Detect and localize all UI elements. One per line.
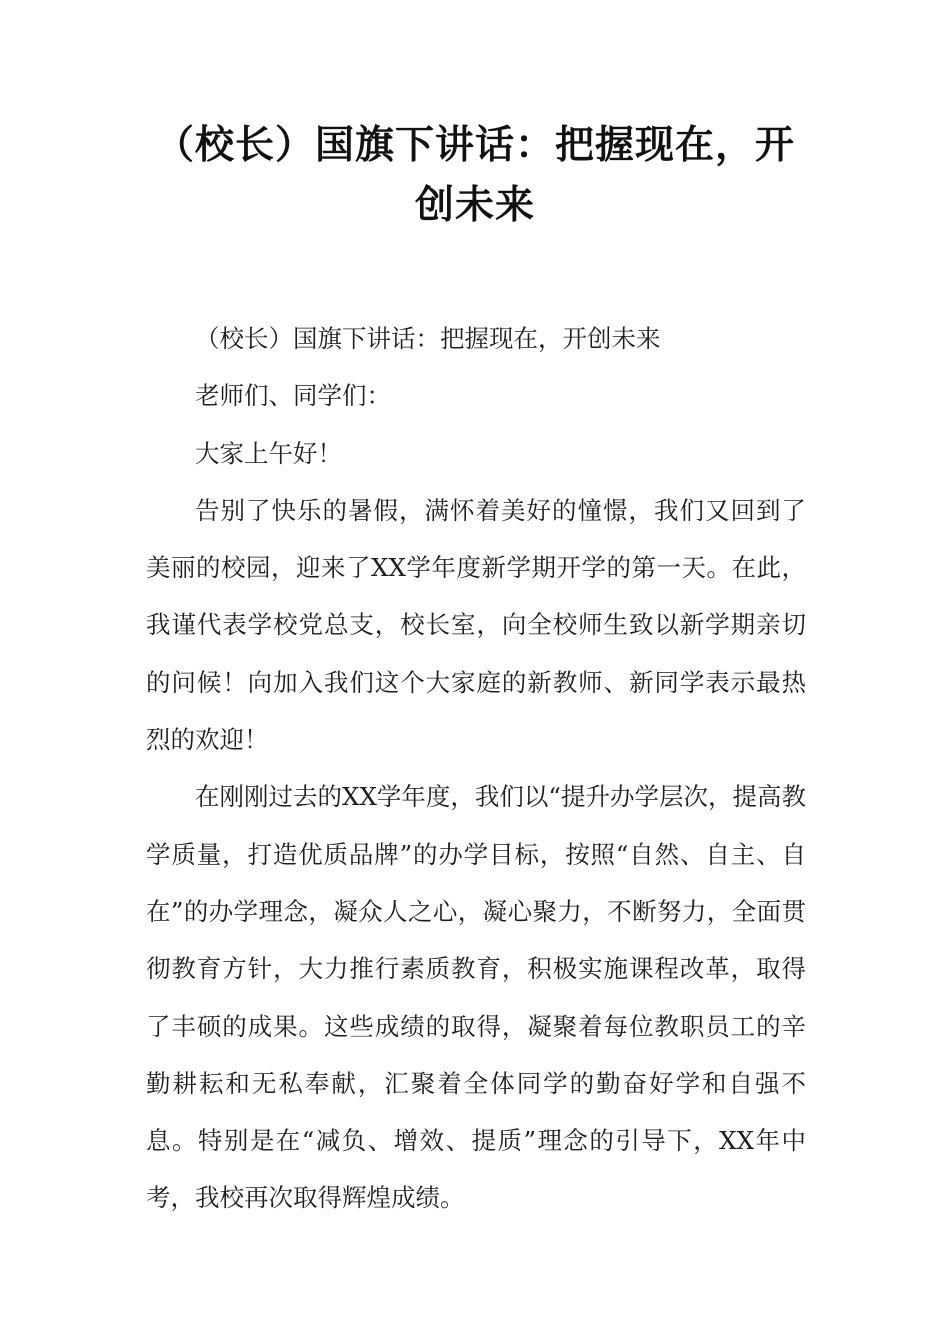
document-title: （校长）国旗下讲话：把握现在，开创未来 [154, 123, 795, 228]
body-paragraph-subtitle: （校长）国旗下讲话：把握现在，开创未来 [195, 324, 661, 353]
body-paragraph-salutation: 老师们、同学们： [195, 381, 391, 411]
body-paragraph-greeting: 大家上午好！ [195, 438, 342, 468]
document-body [146, 310, 806, 1227]
body-paragraph-review: 在刚刚过去的XX学年度，我们以“提升办学层次，提高教学质量，打造优质品牌”的办学目标，按照“自然、自主、自在”的办学理念，凝众人之心，凝心聚力，不断努力，全面贯彻教育方针，大力推行素质教育，积极实施课程改革，取得了丰硕的成果。这些成绩的取得，凝聚着每位教职员工的辛勤耕耘和无私奉献，汇聚着全体同学的勤奋好学和自强不息。特别是在“减负、增效、提质”理念的引导下，XX年中考，我校再次取得辉煌成绩。 [146, 782, 806, 1213]
body-paragraph-welcome: 告别了快乐的暑假，满怀着美好的憧憬，我们又回到了美丽的校园，迎来了XX学年度新学期开学的第一天。在此，我谨代表学校党总支，校长室，向全校师生致以新学期亲切的问候！向加入我们这个大家庭的新教师、新同学表示最热烈的欢迎！ [146, 495, 806, 755]
